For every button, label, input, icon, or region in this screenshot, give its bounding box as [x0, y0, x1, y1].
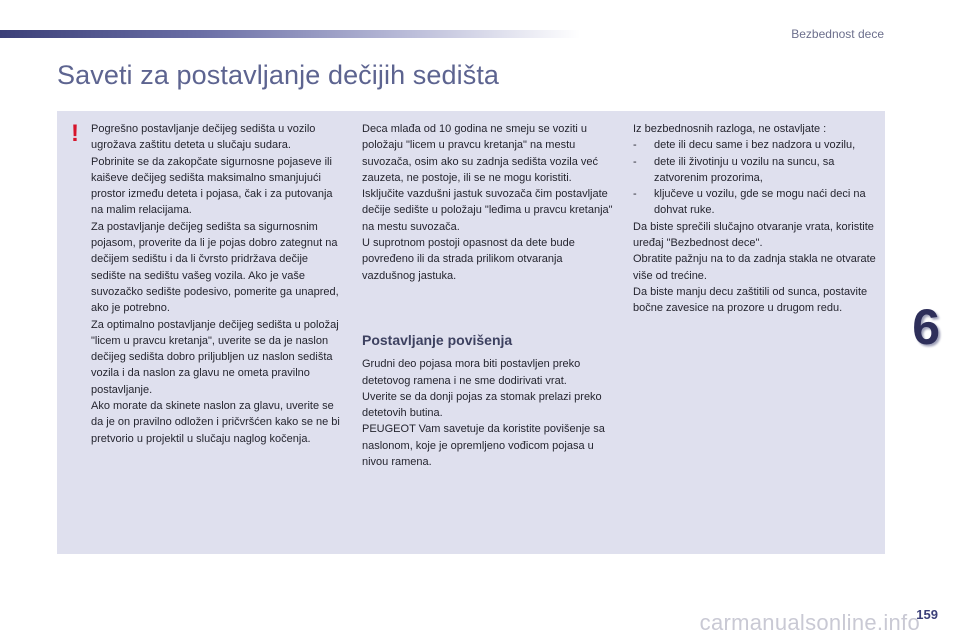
paragraph: Pogrešno postavljanje dečijeg sedišta u vozilo ugrožava zaštitu deteta u slučaju sudara. — [91, 123, 316, 152]
paragraph: Za optimalno postavljanje dečijeg sedišta u položaj "licem u pravcu kretanja", uverite se da je naslon dečijeg sedišta dobro priljubljen uz naslon sedišta vozila i da naslon za glavu ne ometa pravilno postavljanje. — [91, 318, 339, 396]
list-item — [633, 154, 881, 187]
list-marker: - — [633, 139, 637, 152]
paragraph: Grudni deo pojasa mora biti postavljen preko detetovog ramena i ne sme dodirivati vrat. — [362, 358, 581, 387]
list-item — [633, 137, 881, 153]
list — [633, 137, 881, 218]
paragraph: Da biste manju decu zaštitili od sunca, postavite bočne zavesice na prozore u drugom redu. — [633, 285, 868, 315]
paragraph: Za postavljanje dečijeg sedišta sa sigurnosnim pojasom, proverite da li je pojas dobro zategnut na dečijem sedištu i da li čvrsto pridržava dečije sedište na sedištu vašeg vozila. Ako je vaše suvozačko sedište podesivo, pomerite ga unapred, ako je potrebno. — [91, 220, 339, 315]
warning-column — [91, 121, 343, 447]
paragraph: Ako morate da skinete naslon za glavu, uverite se da je on pravilno odložen i pričvršćen kako se ne bi pretvorio u projektil u slučaju naglog kočenja. — [91, 400, 340, 445]
paragraph: Pobrinite se da zakopčate sigurnosne pojaseve ili kaiševe dečijeg sedišta maksimalno smanjujući prostor između deteta i pojasa, čak i za putovanja na malim relacijama. — [91, 155, 333, 217]
list-item-text: dete ili životinju u vozilu na suncu, sa zatvorenim prozorima, — [654, 155, 835, 184]
content-panel — [57, 111, 885, 554]
list-item-text: dete ili decu same i bez nadzora u vozilu, — [654, 139, 856, 152]
list-item — [633, 186, 881, 219]
list-marker: - — [633, 155, 637, 168]
paragraph: Isključite vazdušni jastuk suvozača čim postavljate dečije sedište u položaju "leđima u pravcu kretanja" na mestu suvozača. — [362, 188, 613, 233]
paragraph: Iz bezbednosnih razloga, ne ostavljate : — [633, 123, 827, 135]
list-item-text: ključeve u vozilu, gde se mogu naći deci na dohvat ruke. — [654, 188, 866, 217]
paragraph: Uverite se da donji pojas za stomak prelazi preko detetovih butina. — [362, 390, 602, 420]
watermark: carmanualsonline.info — [699, 610, 920, 635]
header-decorative-bar — [0, 30, 580, 38]
chapter-number: 6 — [912, 299, 940, 355]
right-column — [633, 121, 881, 317]
subheading: Postavljanje povišenja — [362, 331, 513, 348]
exclamation-icon: ! — [71, 120, 79, 147]
paragraph: Deca mlađa od 10 godina ne smeju se voziti u položaju "licem u pravcu kretanja" na mestu suvozača, osim ako su zadnja sedišta vozila već zauzeta, ne postoje, ili se ne mogu koristiti. — [362, 123, 599, 184]
page-title: Saveti za postavljanje dečijih sedišta — [57, 60, 500, 90]
paragraph: PEUGEOT Vam savetuje da koristite povišenje sa naslonom, koje je opremljeno vođicom pojasa u nivou ramena. — [362, 423, 605, 469]
page-number: 159 — [916, 607, 938, 622]
paragraph: Da biste sprečili slučajno otvaranje vrata, koristite uređaj "Bezbednost dece". — [633, 220, 874, 250]
paragraph: Obratite pažnju na to da zadnja stakla ne otvarate više od trećine. — [633, 253, 876, 282]
middle-column — [362, 121, 617, 470]
section-label: Bezbednost dece — [791, 27, 884, 41]
paragraph: U suprotnom postoji opasnost da dete bude povređeno ili da strada prilikom otvaranja vazdušnog jastuka. — [362, 237, 575, 282]
list-marker: - — [633, 188, 637, 201]
